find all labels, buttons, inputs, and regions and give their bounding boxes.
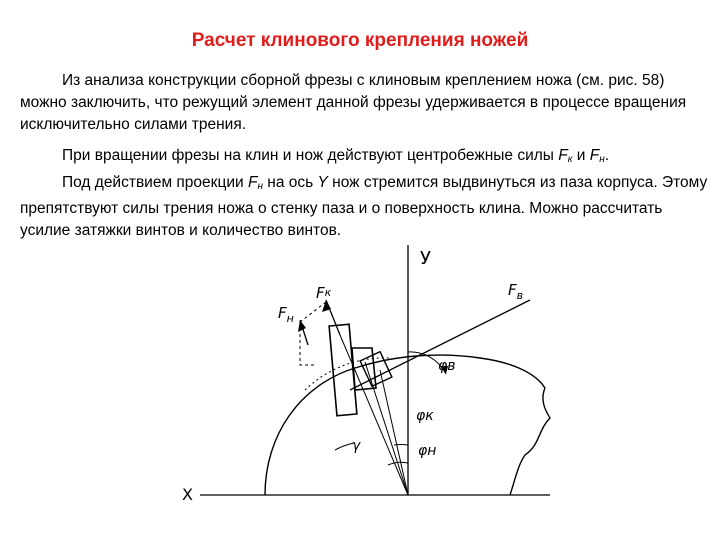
p2-and: и (572, 147, 590, 164)
label-fk-main: F (316, 284, 325, 302)
radius-to-screw (380, 370, 408, 495)
label-fn (278, 304, 294, 325)
diagram-svg (140, 240, 580, 530)
label-y-axis: У (420, 248, 431, 269)
label-fn-sub: н (286, 312, 294, 325)
label-fv-sub: в (516, 289, 524, 302)
knife (329, 324, 357, 415)
paragraph-projection (20, 172, 710, 242)
p2-end: . (604, 147, 610, 164)
force-fv-line (350, 300, 530, 390)
p3-force-sub: н (257, 181, 263, 192)
force-fn-arrowhead (298, 320, 306, 332)
p2-force-n: F (589, 147, 600, 164)
slide-title: Расчет клинового крепления ножей (191, 30, 529, 51)
label-phi-v: φв (438, 358, 456, 374)
p2-force-k: F (558, 147, 568, 164)
label-fk (316, 284, 332, 302)
p3-force: F (247, 174, 258, 191)
rotation-arc (305, 358, 390, 390)
label-fv-main: F (508, 281, 517, 299)
p3-c: нож стремится выдвинуться из паза корпуса. Этому препятствуют силы трения ножа о стенку паза и о поверхность клина. Можно рассчитать усилие затяжки винтов и количество винтов. (20, 174, 708, 239)
wedge-clamp-diagram (140, 240, 580, 530)
label-x-axis: X (182, 485, 193, 504)
p3-a: Под действием проекции (62, 174, 248, 191)
p3-axis-y: Y (317, 174, 328, 191)
label-fn-main: F (278, 304, 287, 322)
p2-text: При вращении фрезы на клин и нож действуют центробежные силы (62, 147, 559, 164)
radius-to-wedge (365, 362, 408, 495)
label-phi-n: φн (418, 443, 437, 459)
label-gamma: γ (352, 438, 361, 454)
paragraph-centrifugal-forces (20, 145, 710, 171)
label-phi-k: φк (416, 408, 434, 424)
p2-force-n-sub: н (599, 154, 605, 165)
p3-b: на ось (262, 174, 318, 191)
label-fk-sub: к (324, 286, 332, 299)
p2-force-k-sub: к (567, 154, 573, 165)
label-fv (508, 281, 523, 302)
fk-fn-dashed (300, 302, 326, 322)
paragraph-conclusion: Из анализа конструкции сборной фрезы с клиновым креплением ножа (см. рис. 58) можно заключить, что режущий элемент данной фрезы удерживается в процессе вращения исключительно силами трения. (20, 72, 687, 133)
